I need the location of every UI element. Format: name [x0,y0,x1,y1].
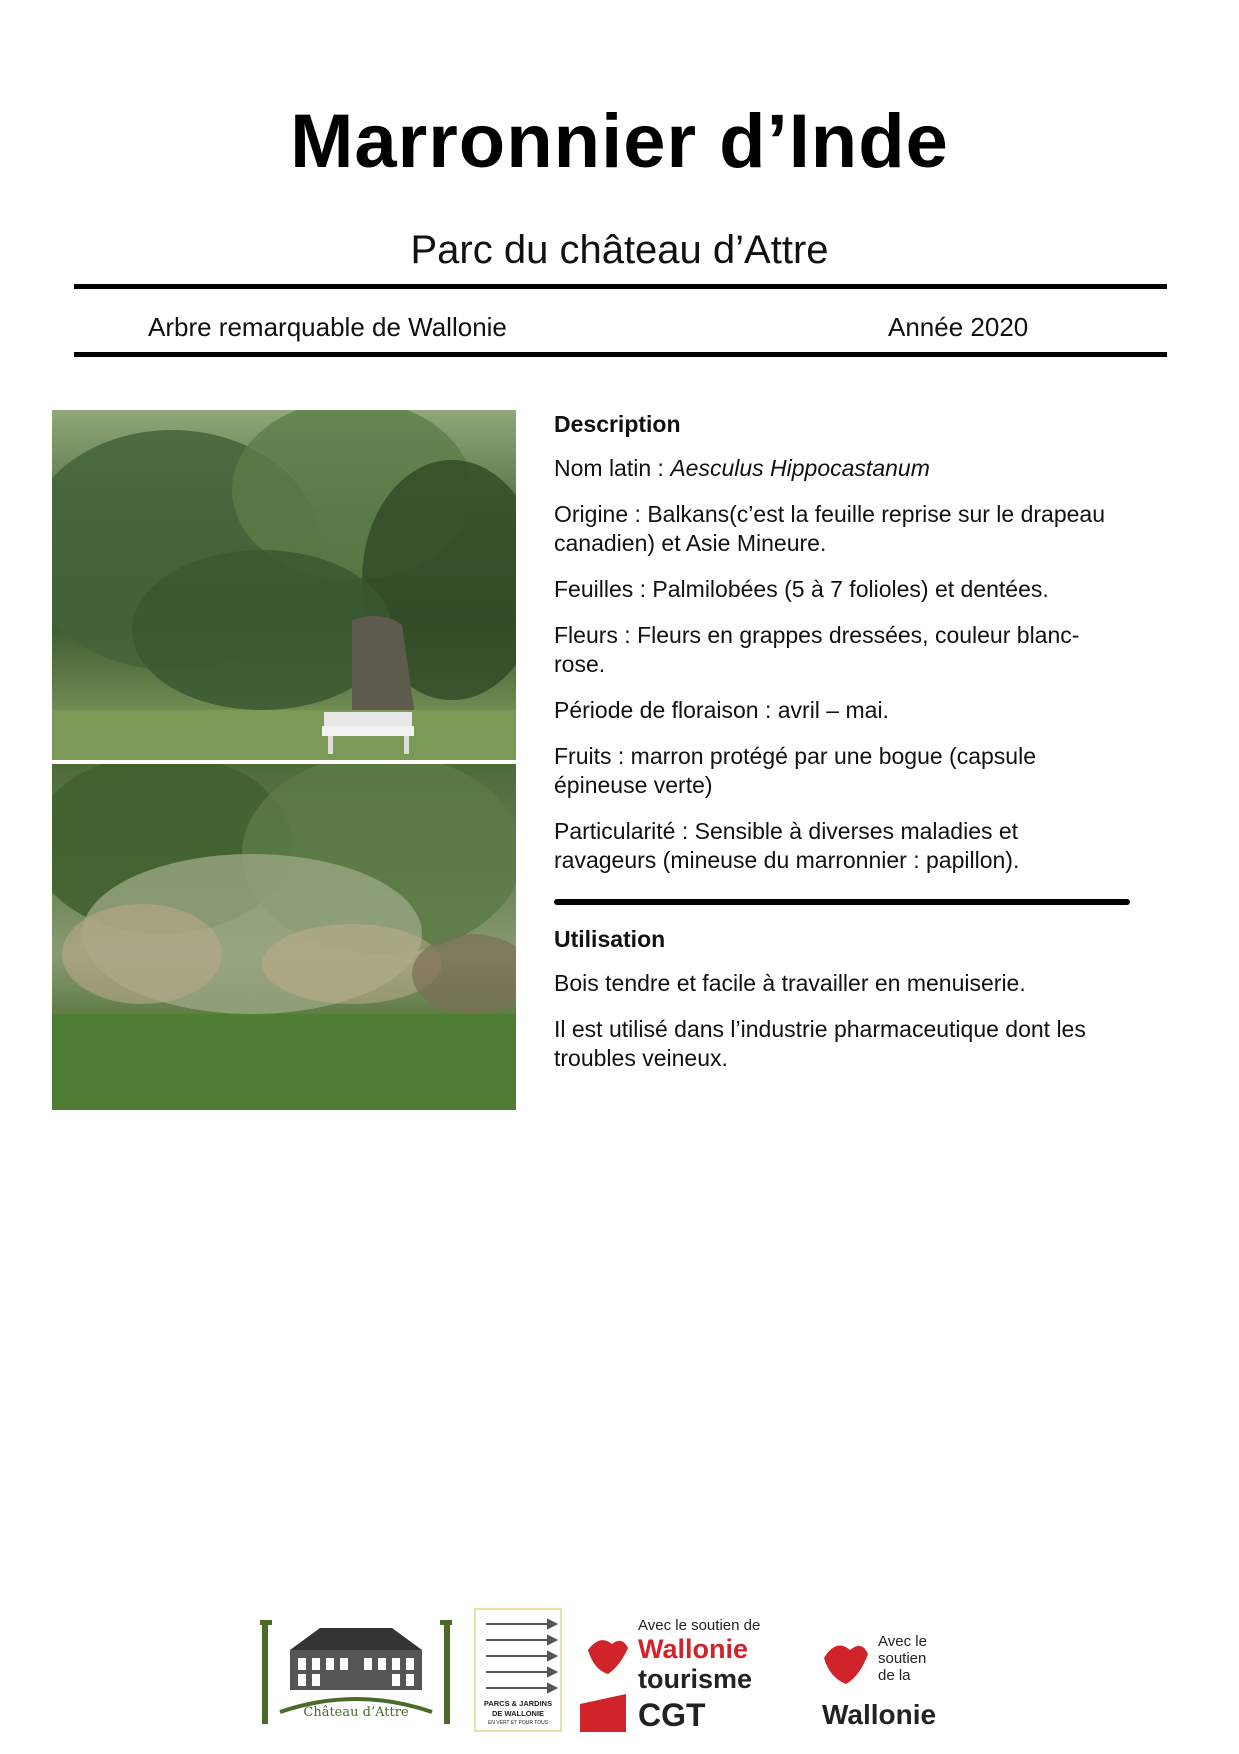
chateau-attre-logo [260,1620,452,1730]
parcs-jardins-logo [474,1608,562,1732]
meta-year: Année 2020 [888,312,1029,342]
wt-text-3: tourisme [638,1664,753,1694]
fruits-text: Fruits : marron protégé par une bogue (capsule épineuse verte) [554,743,1036,798]
wt-text-1: Avec le soutien de [638,1617,761,1634]
rooster-icon [588,1640,628,1674]
tree-photo [52,410,516,760]
cgt-mark-icon [580,1694,626,1732]
origin-text: Origine : Balkans(c’est la feuille reprise sur le drapeau canadien) et Asie Mineure. [554,501,1105,556]
leaves-text: Feuilles : Palmilobées (5 à 7 folioles) et dentées. [554,576,1049,602]
particularity-text: Particularité : Sensible à diverses maladies et ravageurs (mineuse du marronnier : papillon). [554,818,1020,873]
attre-logo-text: Château d’Attre [303,1705,409,1720]
description-panel [554,410,1114,1090]
meta-designation: Arbre remarquable de Wallonie [148,312,507,342]
page-title: Marronnier d’Inde [290,99,949,184]
latin-name: Aesculus Hippocastanum [670,455,930,481]
wt-text-4: CGT [638,1697,706,1733]
pj-text-2: DE WALLONIE [491,1709,545,1718]
w-text-1: Avec le [878,1633,927,1650]
w-text-2: soutien [878,1650,927,1667]
wallonie-tourisme-logo [580,1614,780,1734]
pj-text-3: EN VERT ET POUR TOUS [487,1720,549,1726]
photo-collage [52,410,516,1110]
leaves-photo [52,764,516,1110]
sponsor-logos [260,1608,960,1738]
usage-text-1: Bois tendre et facile à travailler en menuiserie. [554,970,1026,996]
rooster-icon-2 [824,1646,868,1685]
page-subtitle: Parc du château d’Attre [410,228,829,272]
w-text-4: Wallonie [822,1699,937,1730]
wallonie-logo [820,1632,960,1736]
divider-top [74,284,1167,289]
flowers-text: Fleurs : Fleurs en grappes dressées, couleur blanc-rose. [554,622,1080,677]
usage-heading: Utilisation [554,926,666,952]
flowering-period-text: Période de floraison : avril – mai. [554,697,889,723]
description-heading: Description [554,411,681,437]
divider-bottom [74,352,1167,357]
latin-name-line [554,454,1114,483]
w-text-3: de la [878,1667,911,1684]
section-divider [554,899,1130,905]
usage-text-2: Il est utilisé dans l’industrie pharmaceutique dont les troubles veineux. [554,1016,1086,1071]
wt-text-2: Wallonie [638,1634,749,1664]
latin-name-label: Nom latin : [554,455,671,481]
pj-text-1: PARCS & JARDINS [483,1699,553,1708]
